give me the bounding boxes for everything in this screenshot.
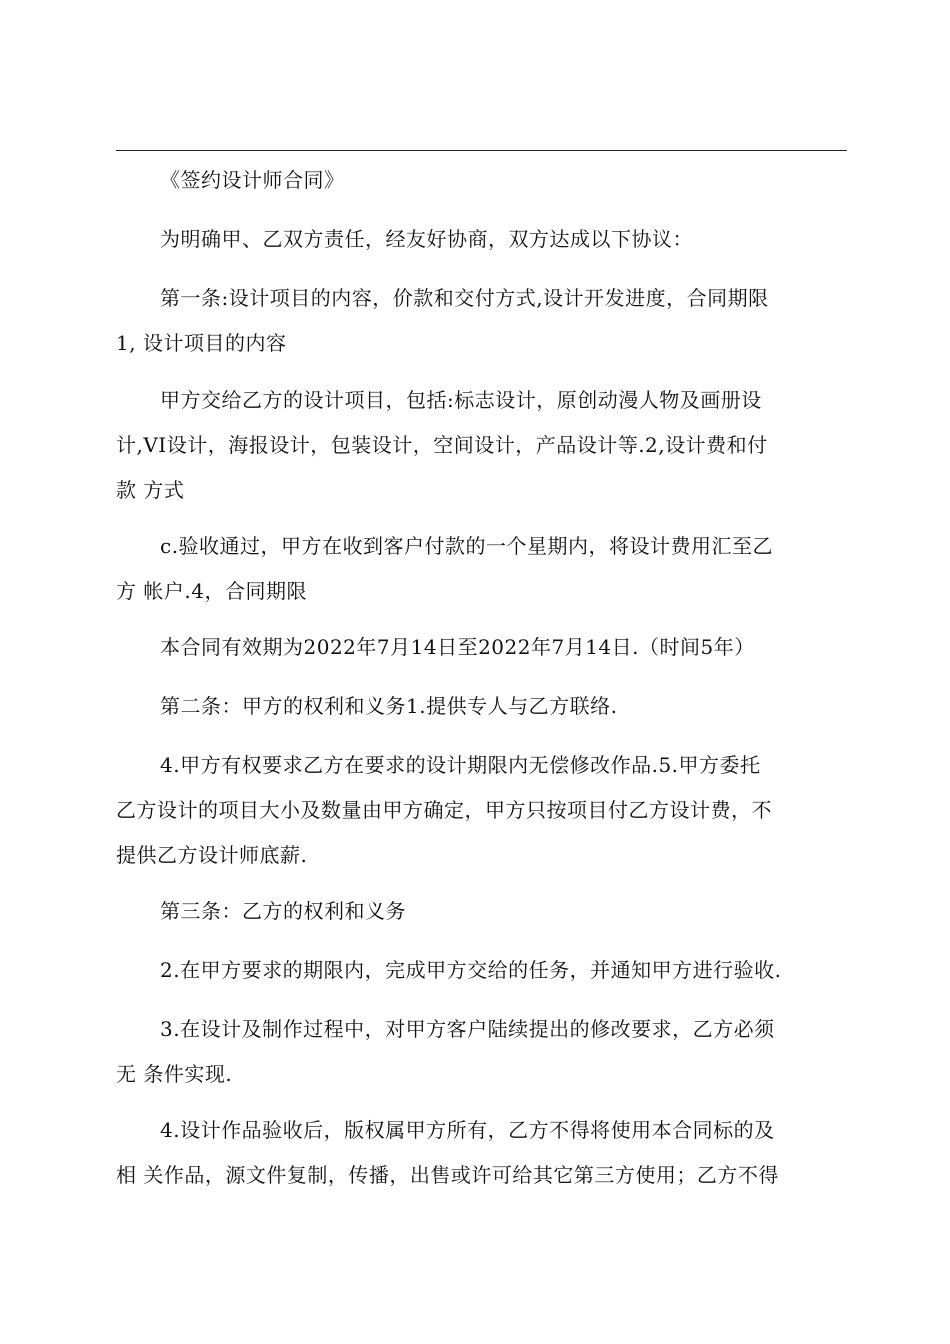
title-line: 《签约设计师合同》	[160, 168, 345, 192]
paragraph-term	[116, 625, 836, 670]
paragraph-intro	[116, 217, 836, 262]
paragraph-article-3	[116, 889, 836, 934]
paragraph-line: 为明确甲、乙双方责任，经友好协商，双方达成以下协议：	[160, 227, 693, 251]
paragraph-line: c.验收通过，甲方在收到客户付款的一个星期内，将设计费用汇至乙	[160, 534, 774, 558]
paragraph-line: 2.在甲方要求的期限内，完成甲方交给的任务，并通知甲方进行验收.	[160, 958, 782, 982]
paragraph-line: 款 方式	[116, 478, 185, 502]
paragraph-design-items	[116, 378, 836, 513]
paragraph-acceptance	[116, 524, 836, 614]
paragraph-line: 4.甲方有权要求乙方在要求的设计期限内无偿修改作品.5.甲方委托	[160, 753, 761, 777]
paragraph-party-b-3	[116, 1007, 836, 1097]
paragraph-line: 第一条:设计项目的内容，价款和交付方式,设计开发进度，合同期限	[160, 286, 769, 310]
paragraph-line: 1, 设计项目的内容	[116, 331, 287, 355]
paragraph-line: 计,VI设计，海报设计，包装设计，空间设计，产品设计等.2,设计费和付	[116, 433, 768, 457]
document-title	[116, 158, 836, 203]
paragraph-line: 相 关作品，源文件复制，传播，出售或许可给其它第三方使用；乙方不得	[116, 1163, 779, 1187]
paragraph-line: 第三条：乙方的权利和义务	[160, 899, 406, 923]
paragraph-line: 本合同有效期为2022年7月14日至2022年7月14日.（时间5年）	[160, 635, 755, 659]
paragraph-article-1	[116, 276, 836, 366]
paragraph-line: 乙方设计的项目大小及数量由甲方确定，甲方只按项目付乙方设计费，不	[116, 798, 772, 822]
paragraph-line: 3.在设计及制作过程中，对甲方客户陆续提出的修改要求，乙方必须	[160, 1017, 775, 1041]
paragraph-article-2	[116, 684, 836, 729]
paragraph-party-b-2	[116, 948, 836, 993]
paragraph-line: 4.设计作品验收后，版权属甲方所有，乙方不得将使用本合同标的及	[160, 1118, 775, 1142]
paragraph-line: 无 条件实现.	[116, 1062, 233, 1086]
paragraph-party-b-4	[116, 1108, 836, 1198]
paragraph-line: 提供乙方设计师底薪.	[116, 843, 308, 867]
paragraph-line: 甲方交给乙方的设计项目，包括:标志设计，原创动漫人物及画册设	[160, 388, 762, 412]
paragraph-line: 方 帐户.4，合同期限	[116, 579, 307, 603]
paragraph-line: 第二条：甲方的权利和义务1.提供专人与乙方联络.	[160, 694, 618, 718]
header-rule	[116, 150, 847, 151]
paragraph-party-a-rights	[116, 743, 836, 878]
